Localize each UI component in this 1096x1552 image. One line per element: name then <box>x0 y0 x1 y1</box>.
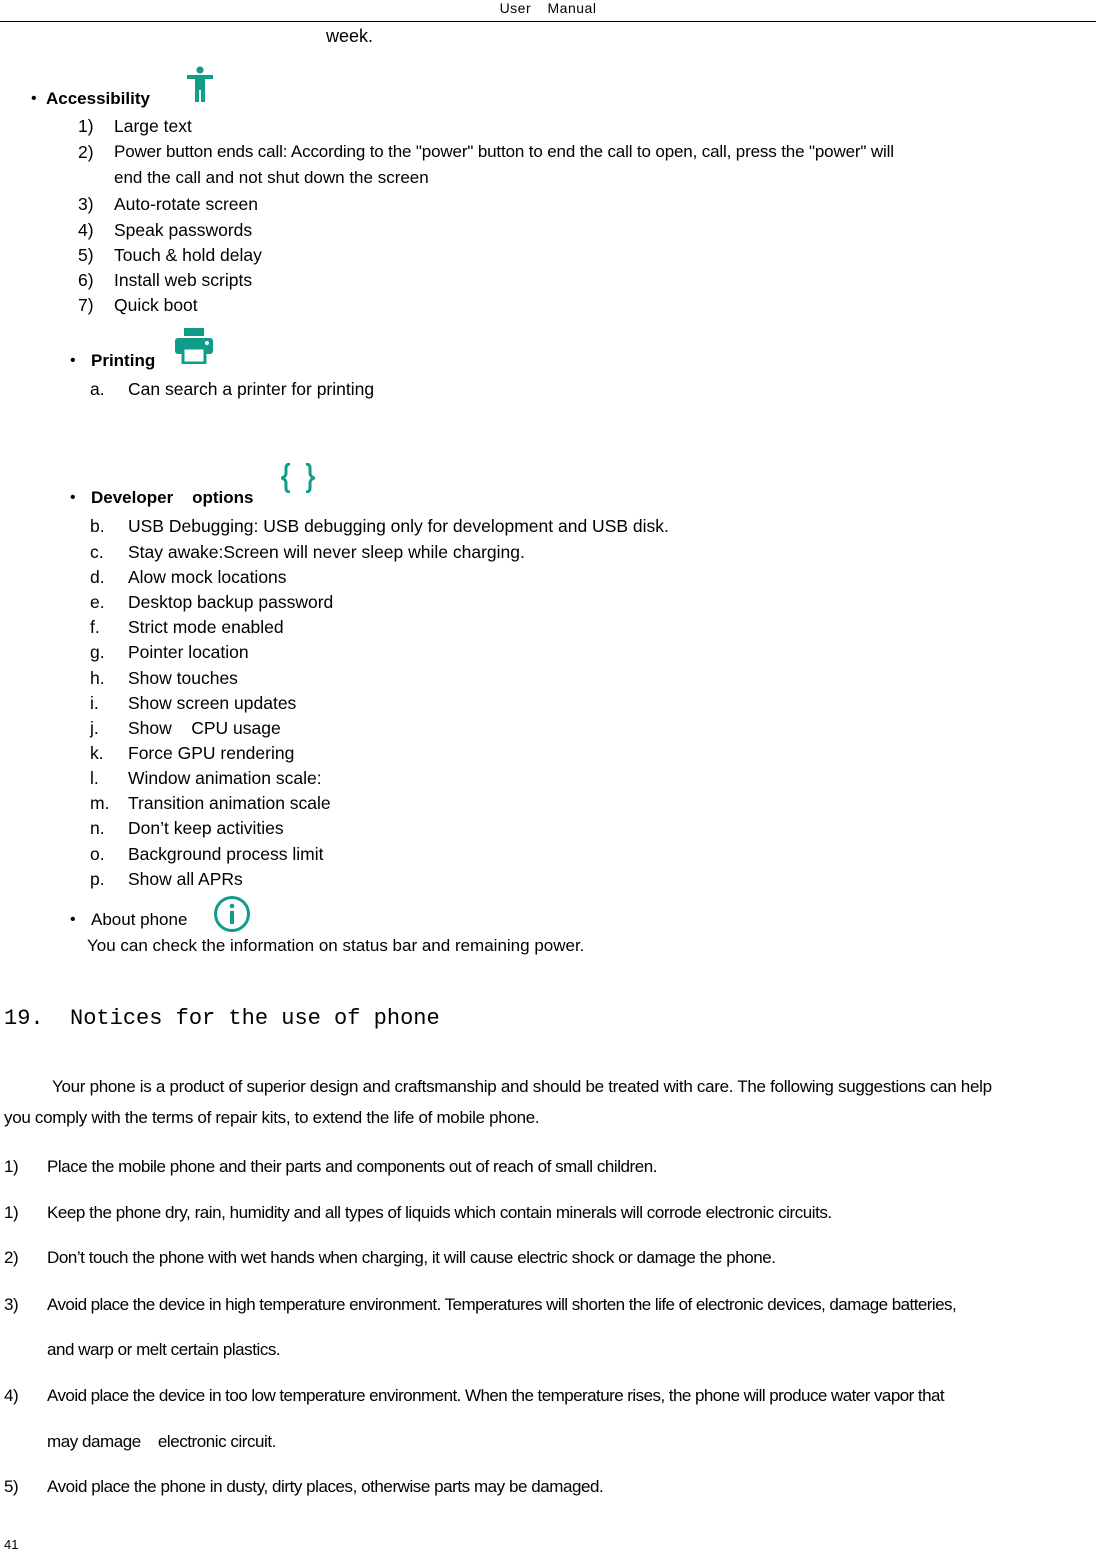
notice-number: 4) <box>4 1386 19 1405</box>
list-number: e. <box>90 592 105 612</box>
list-number: 2) <box>78 142 94 162</box>
intro-paragraph-line: Your phone is a product of superior design and craftsmanship and should be treated with care. The following suggestions can help <box>52 1077 992 1096</box>
list-number: f. <box>90 617 100 637</box>
list-number: i. <box>90 693 99 713</box>
list-number: 7) <box>78 295 94 315</box>
notice-item: Keep the phone dry, rain, humidity and all types of liquids which contain minerals will corrode electronic circuits. <box>47 1203 832 1222</box>
list-number: p. <box>90 869 105 889</box>
about-phone-description: You can check the information on status bar and remaining power. <box>87 936 585 955</box>
list-item-continuation: end the call and not shut down the screen <box>114 168 429 187</box>
list-number: 5) <box>78 245 94 265</box>
printing-title: Printing <box>91 351 156 370</box>
info-icon <box>213 895 251 933</box>
notice-item: Place the mobile phone and their parts and components out of reach of small children. <box>47 1157 658 1176</box>
list-item: Transition animation scale <box>128 793 331 813</box>
list-number: l. <box>90 768 99 788</box>
notice-item: Avoid place the phone in dusty, dirty places, otherwise parts may be damaged. <box>47 1477 604 1496</box>
list-number: 3) <box>78 194 94 214</box>
page-header-title: User Manual <box>499 0 597 16</box>
bullet-dot: • <box>70 489 76 506</box>
list-number: o. <box>90 844 105 864</box>
list-item: Quick boot <box>114 295 198 315</box>
list-item: Background process limit <box>128 844 324 864</box>
list-item: Desktop backup password <box>128 592 334 612</box>
intro-paragraph-line: you comply with the terms of repair kits, to extend the life of mobile phone. <box>4 1108 540 1127</box>
notice-item: Avoid place the device in too low temperature environment. When the temperature rises, the phone will produce water vapor that <box>47 1386 945 1405</box>
notice-item: Don’t touch the phone with wet hands when charging, it will cause electric shock or damage the phone. <box>47 1248 776 1267</box>
notice-number: 2) <box>4 1248 19 1267</box>
list-item: Large text <box>114 116 192 136</box>
list-number: 6) <box>78 270 94 290</box>
notice-item: Avoid place the device in high temperature environment. Temperatures will shorten the life of electronic devices, damage batteries, <box>47 1295 957 1314</box>
list-item: Stay awake:Screen will never sleep while charging. <box>128 542 525 562</box>
list-item: Install web scripts <box>114 270 253 290</box>
list-item: Show screen updates <box>128 693 297 713</box>
list-item: USB Debugging: USB debugging only for development and USB disk. <box>128 516 669 536</box>
notice-item-continuation: and warp or melt certain plastics. <box>47 1340 281 1359</box>
notice-number: 5) <box>4 1477 19 1496</box>
accessibility-icon <box>186 66 214 104</box>
list-item: Show CPU usage <box>128 718 281 738</box>
notice-item-continuation: may damage electronic circuit. <box>47 1432 276 1451</box>
list-item: Show touches <box>128 668 238 688</box>
list-number: n. <box>90 818 105 838</box>
list-number: a. <box>90 379 105 399</box>
notice-number: 3) <box>4 1295 19 1314</box>
list-item: Power button ends call: According to the "power" button to end the call to open, call, press the "power" will <box>114 142 894 161</box>
developer-title: Developer options <box>91 488 254 507</box>
list-number: b. <box>90 516 105 536</box>
list-item: Auto-rotate screen <box>114 194 258 214</box>
list-item: Strict mode enabled <box>128 617 284 637</box>
list-item: Window animation scale: <box>128 768 322 788</box>
list-item: Force GPU rendering <box>128 743 295 763</box>
list-item: Alow mock locations <box>128 567 287 587</box>
list-number: j. <box>90 718 99 738</box>
page-number: 41 <box>4 1537 19 1552</box>
notice-number: 1) <box>4 1203 19 1222</box>
curly-braces-icon <box>281 463 315 493</box>
list-item: Can search a printer for printing <box>128 379 375 399</box>
list-item: Speak passwords <box>114 220 253 240</box>
accessibility-title: Accessibility <box>46 89 150 108</box>
bullet-dot: • <box>31 90 37 107</box>
list-item: Show all APRs <box>128 869 243 889</box>
list-number: k. <box>90 743 104 763</box>
carry-over-text: week. <box>326 26 374 46</box>
list-number: m. <box>90 793 110 813</box>
list-number: 1) <box>78 116 94 136</box>
section-heading: 19. Notices for the use of phone <box>4 1006 440 1031</box>
notice-number: 1) <box>4 1157 19 1176</box>
about-phone-title: About phone <box>91 910 188 929</box>
list-item: Touch & hold delay <box>114 245 262 265</box>
list-number: g. <box>90 642 105 662</box>
list-number: 4) <box>78 220 94 240</box>
header-rule <box>0 21 1096 22</box>
list-item: Don’t keep activities <box>128 818 284 838</box>
bullet-dot: • <box>70 352 76 369</box>
list-item: Pointer location <box>128 642 249 662</box>
list-number: c. <box>90 542 104 562</box>
list-number: d. <box>90 567 105 587</box>
list-number: h. <box>90 668 105 688</box>
bullet-dot: • <box>70 911 76 928</box>
printer-icon <box>175 328 213 364</box>
